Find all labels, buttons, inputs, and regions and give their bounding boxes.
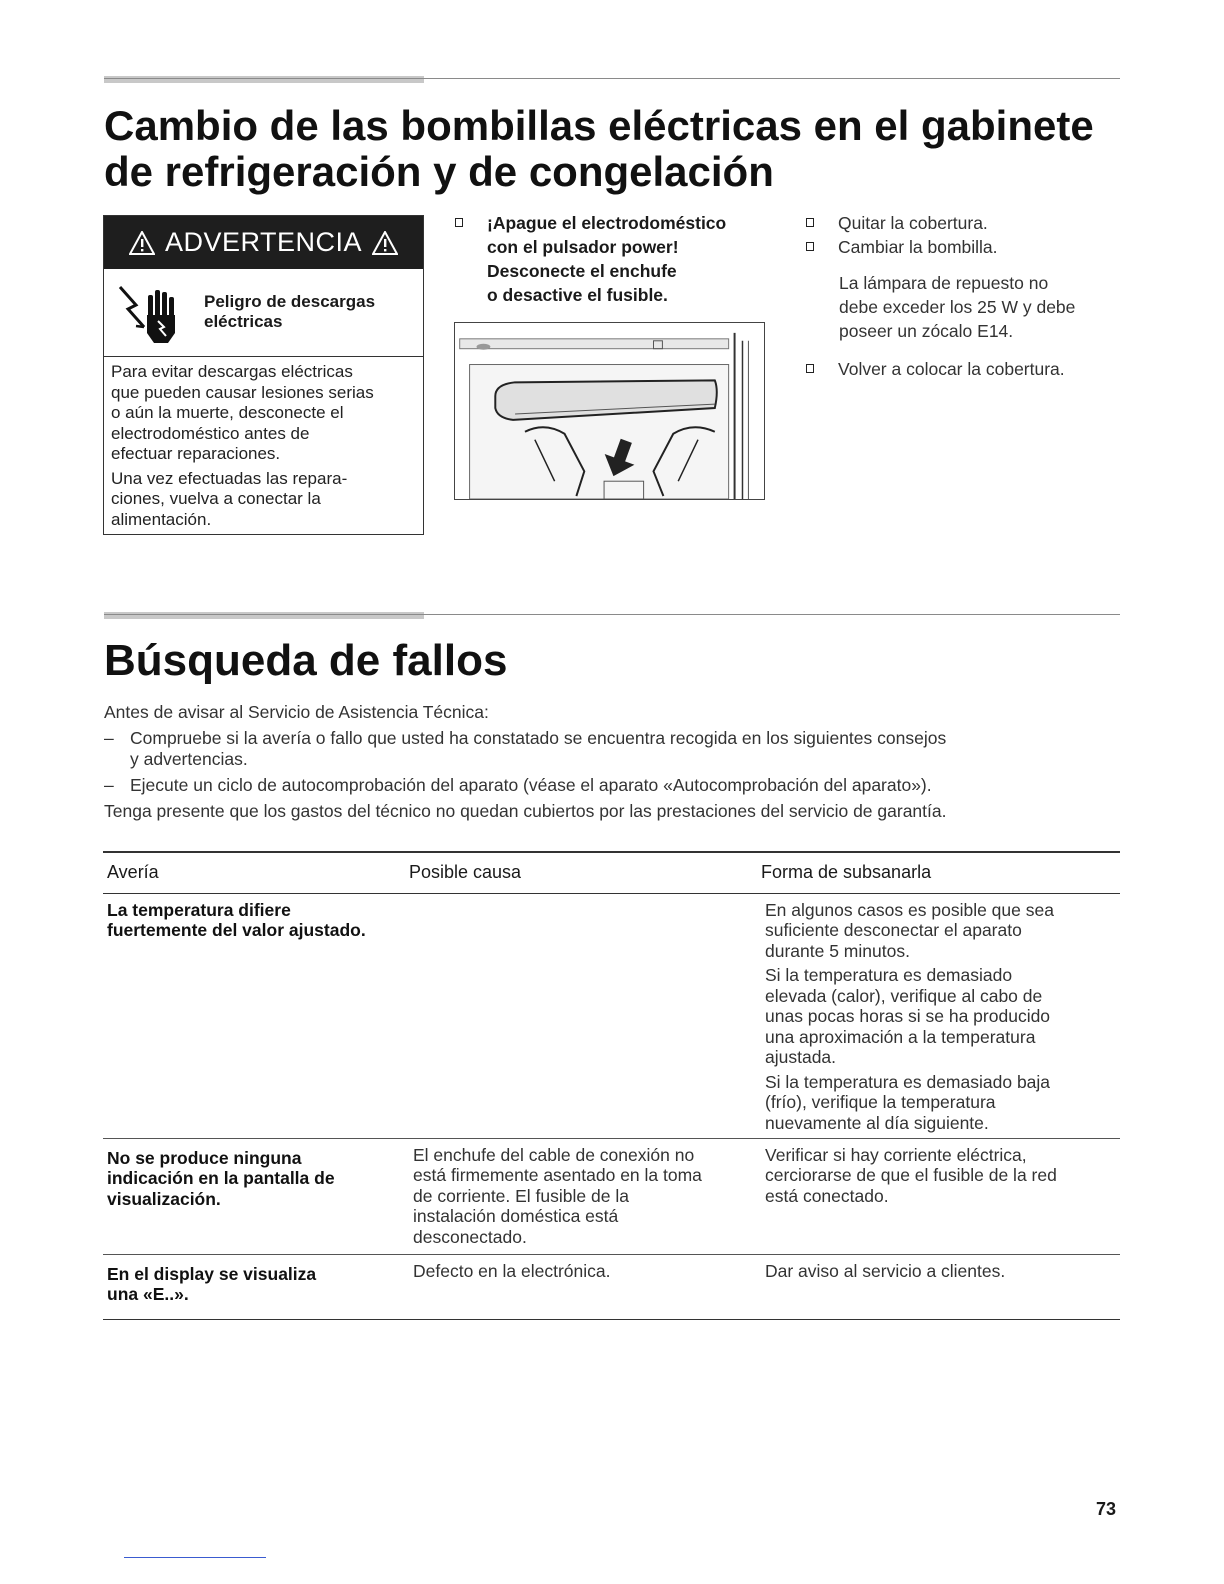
table-header — [103, 853, 1120, 894]
step-item — [455, 211, 775, 307]
table-row — [103, 894, 1120, 1139]
dash-line: Ejecute un ciclo de autocomprobación del aparato (véase el aparato «Autocomprobación del aparato»). — [130, 775, 932, 795]
dash-marker: – — [104, 775, 114, 795]
step-line: ¡Apague el electrodoméstico — [487, 213, 727, 233]
warning-body — [111, 362, 417, 534]
step-line: o desactive el fusible. — [487, 285, 668, 305]
warning-paragraph — [111, 469, 417, 531]
hazard-title — [204, 292, 375, 332]
closing-text: Tenga presente que los gastos del técnico no quedan cubiertos por las prestaciones del servicio de garantía. — [104, 801, 947, 821]
step-list-refit — [806, 357, 1136, 381]
cell-line: indicación en la pantalla de — [107, 1168, 335, 1188]
cell-line: nuevamente al día siguiente. — [765, 1112, 989, 1133]
cell-line: Verificar si hay corriente eléctrica, — [765, 1144, 1027, 1165]
checkbox-bullet-icon — [806, 218, 814, 227]
troubleshooting-table — [103, 851, 1120, 1320]
warning-paragraph — [111, 362, 417, 465]
cell-line: de corriente. El fusible de la — [413, 1185, 629, 1206]
cell-line: unas pocas horas si se ha producido — [765, 1006, 1051, 1026]
step-line: Desconecte el enchufe — [487, 261, 677, 281]
section-title-troubleshooting: Búsqueda de fallos — [104, 636, 508, 685]
electric-shock-hand-icon — [114, 281, 184, 351]
footer-link-line — [124, 1557, 266, 1558]
note-line: La lámpara de repuesto no — [839, 273, 1049, 293]
note-line: poseer un zócalo E14. — [839, 321, 1014, 341]
cell-line: Si la temperatura es demasiado — [765, 965, 1013, 985]
warning-heading-text: ADVERTENCIA — [164, 227, 363, 257]
cell-line: una «E..». — [107, 1284, 189, 1304]
title-line: de refrigeración y de congelación — [104, 148, 774, 195]
step-text: Volver a colocar la cobertura. — [838, 359, 1065, 379]
hazard-title-line: eléctricas — [204, 312, 283, 331]
cell-line: está firmemente asentado en la toma — [413, 1165, 702, 1185]
cell-line: En el display se visualiza — [107, 1263, 317, 1284]
table-row — [103, 1255, 1120, 1320]
cell-line: desconectado. — [413, 1226, 527, 1247]
checkbox-bullet-icon — [806, 364, 814, 373]
cell-line: ajustada. — [765, 1047, 837, 1067]
remedy-paragraph — [765, 1072, 1115, 1134]
cell-line: suficiente desconectar el aparato — [765, 920, 1022, 940]
dash-line: Compruebe si la avería o fallo que usted ha constatado se encuentra recogida en los siguientes consejos — [130, 728, 947, 748]
step-item — [806, 211, 1136, 235]
fault-cell — [107, 900, 402, 941]
cell-line: durante 5 minutos. — [765, 940, 910, 961]
header-cause: Posible causa — [409, 861, 522, 882]
warning-line: o aún la muerte, desconecte el — [111, 403, 344, 422]
cell-line: está conectado. — [765, 1185, 889, 1206]
warning-triangle-icon — [372, 231, 398, 255]
step-list-power — [455, 211, 775, 307]
note-line: debe exceder los 25 W y debe — [839, 297, 1076, 317]
cell-line: (frío), verifique la temperatura — [765, 1092, 996, 1112]
remedy-cell — [765, 1145, 1115, 1207]
warning-line: efectuar reparaciones. — [111, 444, 281, 463]
section-title-bulbs — [104, 103, 1094, 195]
cell-line: instalación doméstica está — [413, 1206, 619, 1226]
cell-line: cerciorarse de que el fusible de la red — [765, 1165, 1057, 1185]
warning-line: que pueden causar lesiones serias — [111, 382, 374, 402]
cell-line: El enchufe del cable de conexión no — [413, 1144, 695, 1165]
intro-text: Antes de avisar al Servicio de Asistencia Técnica: — [104, 702, 489, 722]
cell-line: fuertemente del valor ajustado. — [107, 920, 366, 940]
warning-line: Una vez efectuadas las repara- — [111, 468, 348, 488]
dash-marker: – — [104, 728, 114, 748]
header-remedy: Forma de subsanarla — [761, 861, 932, 882]
cause-cell — [413, 1145, 753, 1248]
section-rule — [104, 614, 1120, 615]
warning-line: Para evitar descargas eléctricas — [111, 362, 353, 381]
step-item — [806, 357, 1136, 381]
section-rule — [104, 78, 1120, 79]
cell-line: La temperatura difiere — [107, 899, 291, 920]
step-item — [806, 235, 1136, 259]
step-line: con el pulsador power! — [487, 237, 679, 257]
dash-line: y advertencias. — [130, 749, 248, 769]
hazard-title-line: Peligro de descargas — [204, 292, 376, 311]
cell-line: elevada (calor), verifique al cabo de — [765, 985, 1043, 1006]
table-row — [103, 1139, 1120, 1255]
lamp-cover-illustration — [454, 322, 765, 500]
remedy-cell — [765, 900, 1115, 1138]
warning-box — [103, 215, 424, 535]
bulb-note — [839, 271, 1075, 343]
checkbox-bullet-icon — [455, 218, 463, 227]
cell-line: una aproximación a la temperatura — [765, 1026, 1036, 1047]
page-number: 73 — [1096, 1499, 1117, 1519]
fault-cell — [107, 1264, 402, 1305]
cause-cell: Defecto en la electrónica. — [413, 1260, 611, 1281]
remedy-cell: Dar aviso al servicio a clientes. — [765, 1260, 1006, 1281]
warning-line: electrodoméstico antes de — [111, 423, 310, 443]
cell-line: En algunos casos es posible que sea — [765, 899, 1054, 920]
warning-line: alimentación. — [111, 509, 212, 529]
fault-cell — [107, 1148, 402, 1210]
step-text: Quitar la cobertura. — [838, 213, 988, 233]
step-text: Cambiar la bombilla. — [838, 237, 998, 257]
cell-line: No se produce ninguna — [107, 1147, 302, 1168]
warning-triangle-icon — [129, 231, 155, 255]
step-list-replace — [806, 211, 1136, 259]
intro-dash-item — [104, 775, 1104, 796]
cell-line: Si la temperatura es demasiado baja — [765, 1071, 1051, 1092]
warning-divider — [104, 356, 423, 357]
checkbox-bullet-icon — [806, 242, 814, 251]
troubleshooting-intro — [104, 702, 1104, 822]
title-line: Cambio de las bombillas eléctricas en el gabinete — [104, 102, 1094, 149]
remedy-paragraph — [765, 965, 1115, 1068]
remedy-paragraph — [765, 900, 1115, 962]
cell-line: visualización. — [107, 1188, 221, 1209]
warning-heading — [104, 216, 423, 269]
header-fault: Avería — [107, 861, 159, 882]
intro-dash-item — [104, 728, 1104, 770]
warning-line: ciones, vuelva a conectar la — [111, 489, 321, 508]
